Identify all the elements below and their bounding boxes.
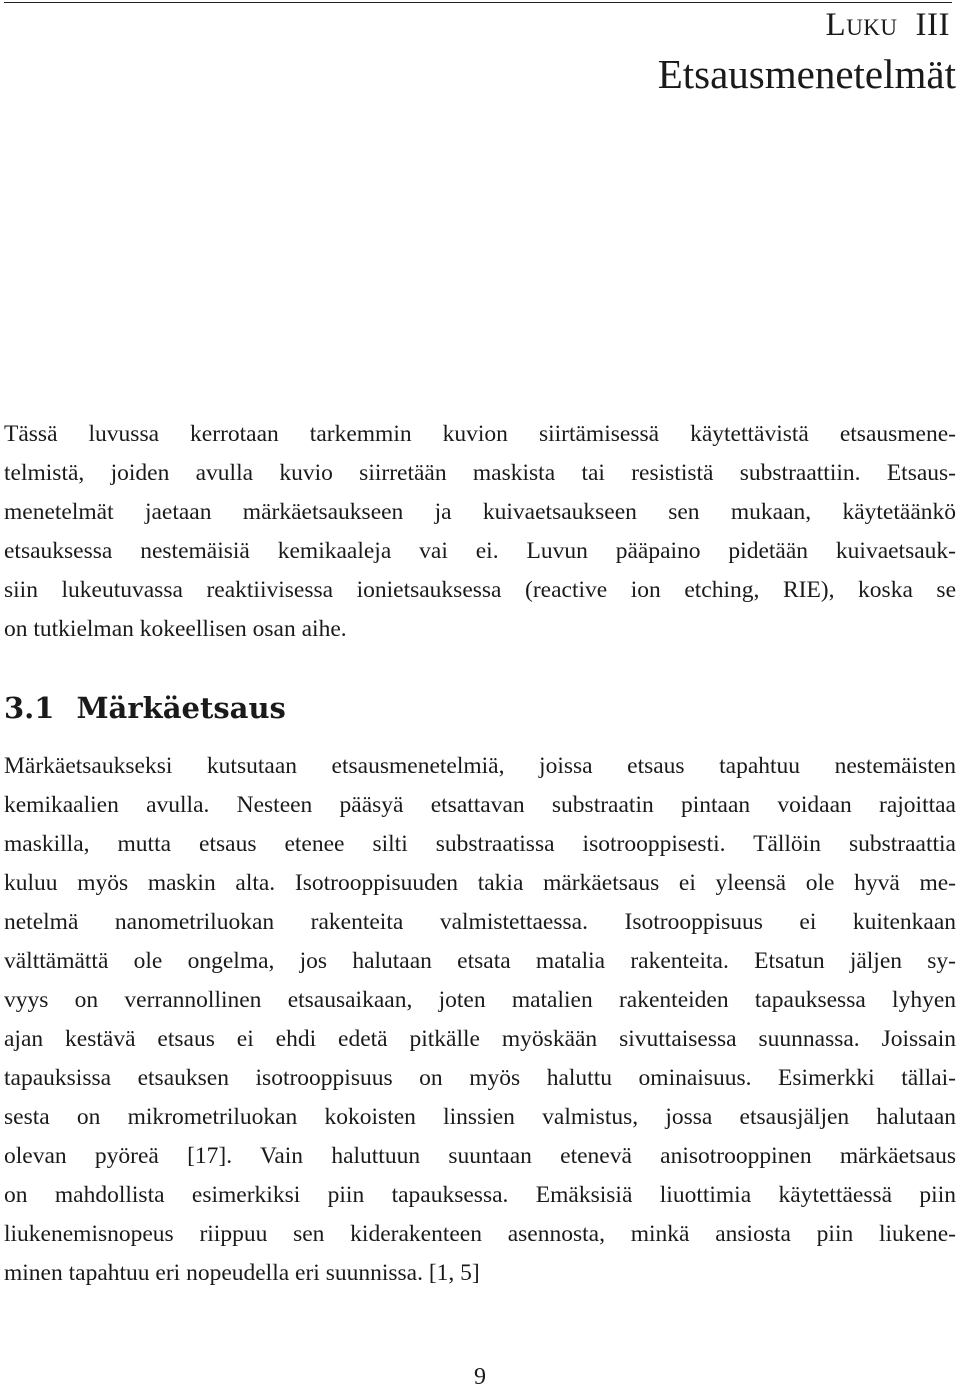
text-line: on mahdollista esimerkiksi piin tapauksessa. Emäksisiä liuottimia käytettäessä piin [4, 1182, 956, 1208]
section-number: 3.1 [4, 691, 55, 725]
text-line: välttämättä ole ongelma, jos halutaan etsata matalia rakenteita. Etsatun jäljen sy- [4, 948, 956, 974]
top-rule [4, 2, 952, 3]
text-line: etsauksessa nestemäisiä kemikaaleja vai ei. Luvun pääpaino pidetään kuivaetsauk- [4, 538, 956, 564]
page-number: 9 [474, 1364, 486, 1390]
text-line: maskilla, mutta etsaus etenee silti substraatissa isotrooppisesti. Tällöin substraattia [4, 831, 956, 857]
text-line: liukenemisnopeus riippuu sen kiderakenteen asennosta, minkä ansiosta piin liukene- [4, 1221, 956, 1247]
chapter-label [826, 6, 950, 44]
text-line: vyys on verrannollinen etsausaikaan, joten matalien rakenteiden tapauksessa lyhyen [4, 987, 956, 1013]
chapter-word: Luku [825, 7, 898, 43]
body-paragraph [4, 747, 956, 1293]
text-line: on tutkielman kokeellisen osan aihe. [4, 616, 347, 642]
text-line: ajan kestävä etsaus ei ehdi edetä pitkälle myöskään sivuttaisessa suunnassa. Joissain [4, 1026, 956, 1052]
chapter-title: Etsausmenetelmät [657, 51, 956, 97]
text-line: telmistä, joiden avulla kuvio siirretään maskista tai resististä substraattiin. Etsaus- [4, 460, 956, 486]
section-heading [4, 686, 286, 730]
text-line: minen tapahtuu eri nopeudella eri suunnissa. [1, 5] [4, 1260, 480, 1286]
text-line: kuluu myös maskin alta. Isotrooppisuuden takia märkäetsaus ei yleensä ole hyvä me- [4, 870, 956, 896]
intro-paragraph [4, 415, 956, 649]
text-line: menetelmät jaetaan märkäetsaukseen ja kuivaetsaukseen sen mukaan, käytetäänkö [4, 499, 956, 525]
text-line: Tässä luvussa kerrotaan tarkemmin kuvion siirtämisessä käytettävistä etsausmene- [4, 421, 956, 447]
text-line: tapauksissa etsauksen isotrooppisuus on myös haluttu ominaisuus. Esimerkki tällai- [4, 1065, 956, 1091]
chapter-number: III [915, 7, 950, 43]
text-line: kemikaalien avulla. Nesteen pääsyä etsattavan substraatin pintaan voidaan rajoittaa [4, 792, 956, 818]
section-title: Märkäetsaus [76, 691, 286, 725]
text-line: olevan pyöreä [17]. Vain haluttuun suuntaan etenevä anisotrooppinen märkäetsaus [4, 1143, 956, 1169]
text-line: sesta on mikrometriluokan kokoisten linssien valmistus, jossa etsausjäljen halutaan [4, 1104, 956, 1130]
text-line: Märkäetsaukseksi kutsutaan etsausmenetelmiä, joissa etsaus tapahtuu nestemäisten [4, 753, 956, 779]
text-line: siin lukeutuvassa reaktiivisessa ionietsauksessa (reactive ion etching, RIE), koska se [4, 577, 956, 603]
text-line: netelmä nanometriluokan rakenteita valmistettaessa. Isotrooppisuus ei kuitenkaan [4, 909, 956, 935]
